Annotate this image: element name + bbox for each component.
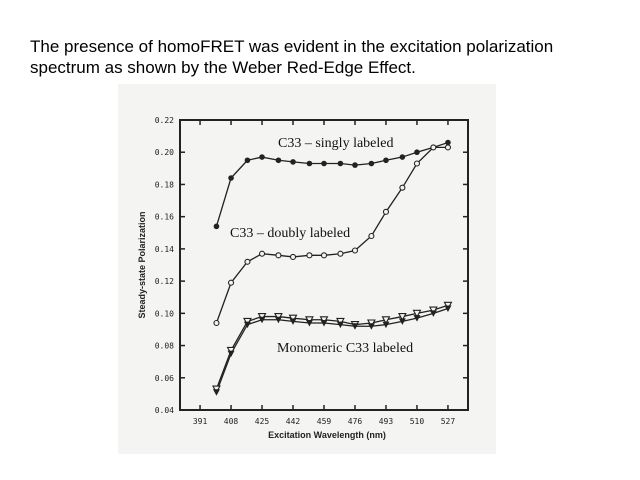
data-point	[431, 145, 436, 150]
y-tick-label: 0.18	[154, 180, 174, 190]
data-point	[338, 161, 344, 167]
data-point	[338, 251, 343, 256]
data-point	[414, 161, 419, 166]
data-point	[307, 253, 312, 258]
y-tick-label: 0.20	[154, 148, 174, 158]
annotation-monomeric-labeled: Monomeric C33 labeled	[277, 341, 414, 356]
y-tick-label: 0.04	[154, 406, 174, 415]
data-point	[400, 185, 405, 190]
data-point	[321, 161, 327, 167]
data-point	[214, 321, 219, 326]
data-point	[414, 149, 420, 155]
data-point	[307, 161, 313, 167]
data-point	[229, 280, 234, 285]
data-point	[352, 248, 357, 253]
data-point	[445, 145, 450, 150]
data-point	[352, 162, 358, 168]
x-tick-label: 493	[378, 417, 394, 426]
data-point	[369, 234, 374, 239]
data-point	[259, 154, 265, 160]
data-point	[291, 254, 296, 259]
data-point	[214, 224, 220, 230]
y-tick-label: 0.22	[154, 116, 174, 125]
y-tick-label: 0.06	[154, 373, 174, 383]
data-point	[260, 251, 265, 256]
data-point	[383, 209, 388, 214]
x-tick-label: 391	[192, 417, 208, 426]
x-tick-label: 510	[409, 417, 425, 426]
x-tick-label: 476	[347, 417, 363, 426]
data-point	[383, 157, 389, 163]
data-point	[245, 259, 250, 264]
x-tick-label: 442	[285, 417, 301, 426]
data-point	[290, 159, 296, 165]
data-point	[276, 253, 281, 258]
y-tick-label: 0.12	[154, 277, 174, 287]
annotation-doubly-labeled: C33 – doubly labeled	[230, 226, 351, 241]
data-point	[400, 154, 406, 160]
data-point	[322, 253, 327, 258]
data-point	[276, 157, 282, 163]
y-tick-label: 0.08	[154, 341, 174, 351]
x-axis-title: Excitation Wavelength (nm)	[268, 430, 386, 440]
annotation-singly-labeled: C33 – singly labeled	[278, 136, 394, 151]
x-tick-label: 408	[223, 417, 239, 426]
caption-line-2: spectrum as shown by the Weber Red-Edge Effect.	[30, 58, 416, 77]
y-tick-label: 0.14	[154, 244, 174, 254]
data-point	[245, 157, 251, 163]
y-tick-label: 0.16	[154, 212, 174, 222]
x-tick-label: 425	[254, 417, 270, 426]
y-tick-label: 0.10	[154, 309, 174, 319]
data-point	[228, 175, 234, 181]
y-axis-title: Steady-state Polarization	[137, 211, 147, 319]
x-tick-label: 459	[316, 417, 332, 426]
caption-line-1: The presence of homoFRET was evident in the excitation polarization	[30, 37, 554, 56]
x-tick-label: 527	[440, 417, 456, 426]
data-point	[369, 161, 375, 167]
